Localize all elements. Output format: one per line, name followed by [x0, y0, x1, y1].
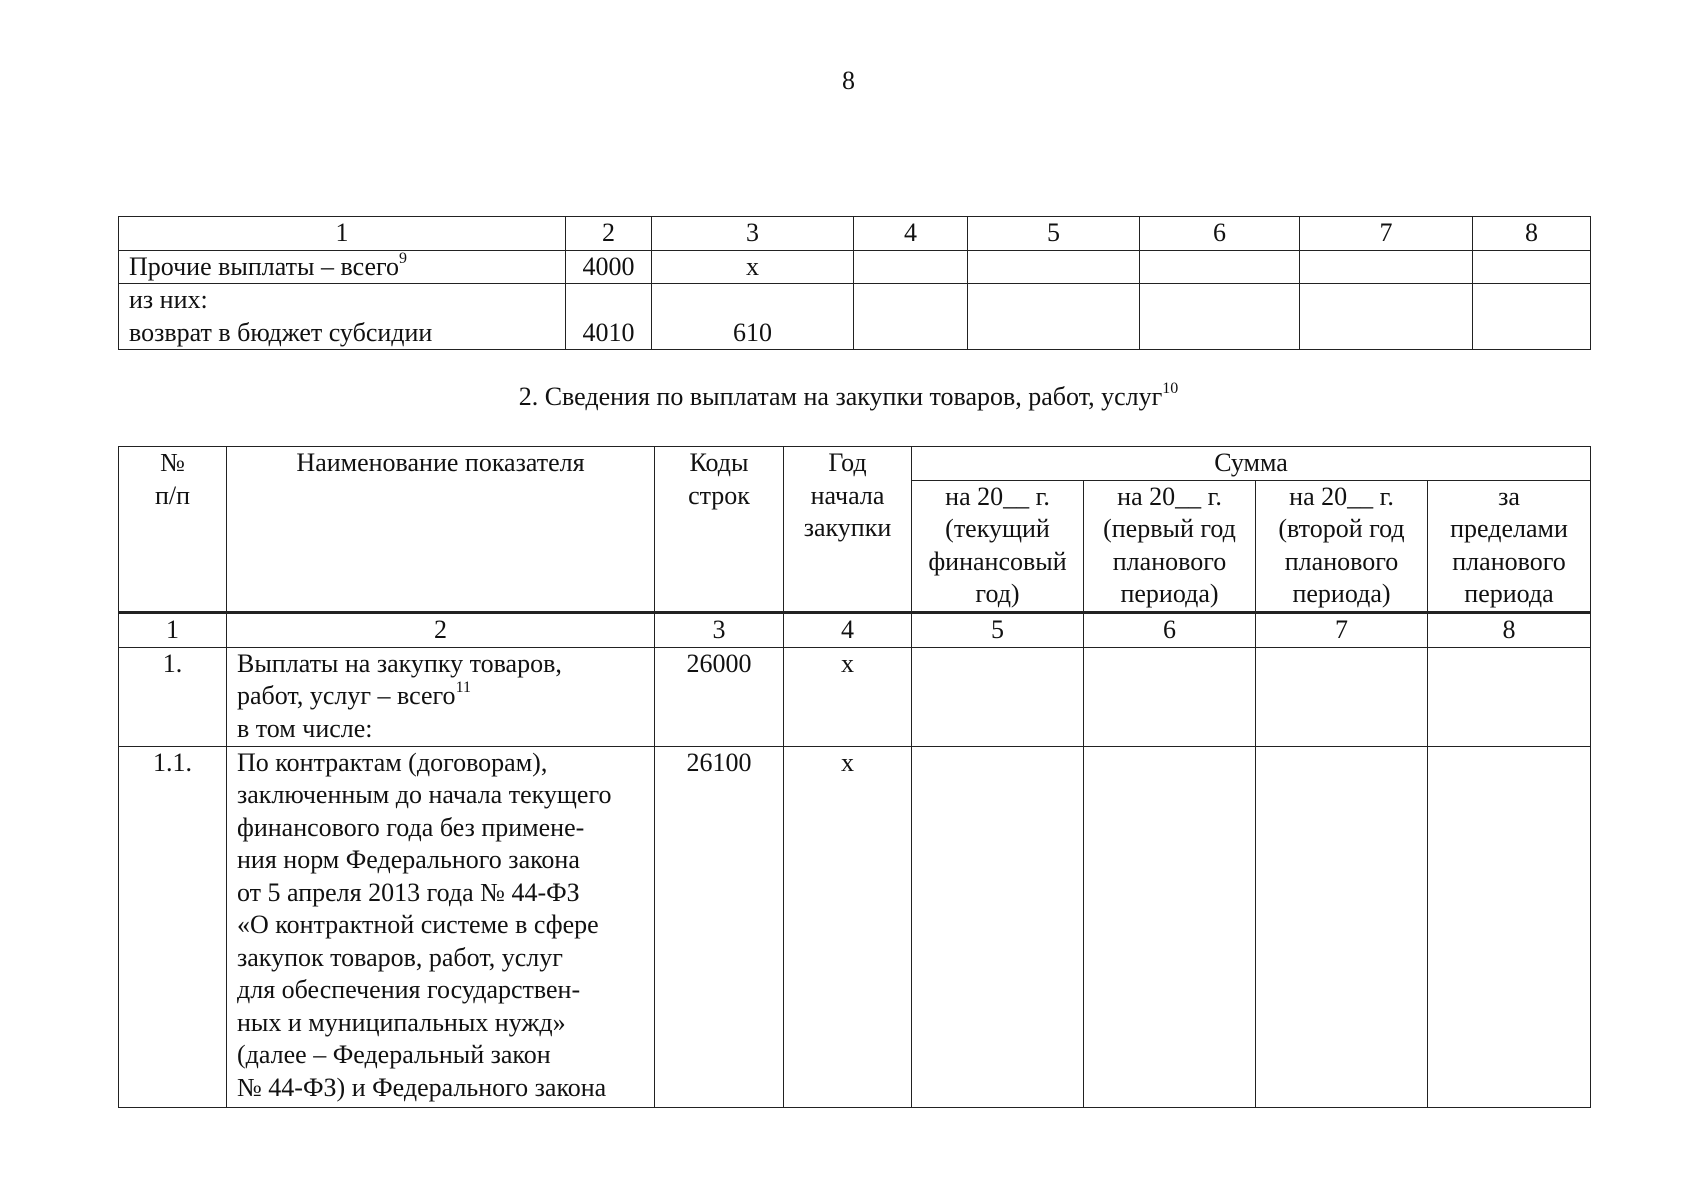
table-row	[119, 284, 1591, 350]
empty-cell	[912, 647, 1084, 746]
empty-cell	[1428, 647, 1591, 746]
top-header-cell: 4	[854, 217, 968, 251]
top-header-cell: 3	[652, 217, 854, 251]
numbering-cell: 6	[1084, 613, 1256, 648]
top-table	[118, 216, 1591, 350]
row-year: х	[784, 647, 912, 746]
empty-cell	[1084, 746, 1256, 1107]
section-title-text: 2. Сведения по выплатам на закупки товаров, работ, услуг	[518, 382, 1163, 411]
empty-cell	[968, 250, 1140, 284]
row-name-tail: в том числе:	[237, 713, 373, 743]
empty-cell	[854, 284, 968, 350]
row-name-cell	[227, 647, 655, 746]
row-name-cell	[119, 250, 566, 284]
empty-cell	[1140, 250, 1300, 284]
table-row	[119, 250, 1591, 284]
row-col3-cell: 610	[652, 284, 854, 350]
header-name: Наименование показателя	[227, 447, 655, 613]
header-sum: Сумма	[912, 447, 1591, 481]
row-name: По контрактам (договорам), заключенным до начала текущего финансового года без примене- ния норм Федерального закона от 5 апреля 2013 года № 44-ФЗ «О контрактной системе в сфере закупок товаров, работ, услуг для обеспечения государствен- ных и муниципальных нужд» (далее – Федеральный закон № 44-ФЗ) и Федерального закона	[227, 746, 655, 1107]
header-year: Год начала закупки	[784, 447, 912, 613]
numbering-cell: 4	[784, 613, 912, 648]
numbering-cell: 3	[655, 613, 784, 648]
empty-cell	[1140, 284, 1300, 350]
empty-cell	[1256, 746, 1428, 1107]
empty-cell	[1084, 647, 1256, 746]
row-name-line: возврат в бюджет субсидии	[129, 317, 433, 347]
table-row	[119, 746, 1591, 1107]
footnote-ref: 11	[455, 679, 471, 697]
numbering-cell: 5	[912, 613, 1084, 648]
top-header-cell: 8	[1473, 217, 1591, 251]
top-header-cell: 6	[1140, 217, 1300, 251]
row-num: 1.1.	[119, 746, 227, 1107]
row-code-cell: 4010	[566, 284, 652, 350]
header-codes: Коды строк	[655, 447, 784, 613]
row-year: х	[784, 746, 912, 1107]
numbering-cell: 1	[119, 613, 227, 648]
empty-cell	[1428, 746, 1591, 1107]
empty-cell	[1256, 647, 1428, 746]
top-header-cell: 1	[119, 217, 566, 251]
empty-cell	[1300, 284, 1473, 350]
row-code-cell: 4000	[566, 250, 652, 284]
header-row	[119, 447, 1591, 481]
footnote-ref: 9	[399, 249, 408, 267]
top-table-header-row	[119, 217, 1591, 251]
purchases-table	[118, 446, 1591, 1108]
row-code: 26000	[655, 647, 784, 746]
empty-cell	[1473, 250, 1591, 284]
footnote-ref: 10	[1162, 380, 1179, 398]
top-header-cell: 7	[1300, 217, 1473, 251]
numbering-cell: 8	[1428, 613, 1591, 648]
empty-cell	[1300, 250, 1473, 284]
numbering-cell: 7	[1256, 613, 1428, 648]
section-title	[0, 382, 1697, 412]
row-col3-cell: х	[652, 250, 854, 284]
header-sum-beyond-plan: за пределами планового периода	[1428, 480, 1591, 613]
empty-cell	[912, 746, 1084, 1107]
numbering-row	[119, 613, 1591, 648]
row-name-line: из них:	[129, 285, 208, 314]
page-number: 8	[842, 66, 855, 95]
header-sum-current-year: на 20__ г. (текущий финансовый год)	[912, 480, 1084, 613]
empty-cell	[1473, 284, 1591, 350]
row-name: Прочие выплаты – всего	[129, 251, 400, 281]
top-header-cell: 2	[566, 217, 652, 251]
top-header-cell: 5	[968, 217, 1140, 251]
empty-cell	[968, 284, 1140, 350]
header-sum-second-plan-year: на 20__ г. (второй год планового периода)	[1256, 480, 1428, 613]
row-code: 26100	[655, 746, 784, 1107]
row-name: Выплаты на закупку товаров, работ, услуг – всего	[237, 648, 562, 710]
row-num: 1.	[119, 647, 227, 746]
header-sum-first-plan-year: на 20__ г. (первый год планового периода)	[1084, 480, 1256, 613]
row-name-cell	[119, 284, 566, 350]
empty-cell	[854, 250, 968, 284]
table-row	[119, 647, 1591, 746]
header-num: № п/п	[119, 447, 227, 613]
numbering-cell: 2	[227, 613, 655, 648]
